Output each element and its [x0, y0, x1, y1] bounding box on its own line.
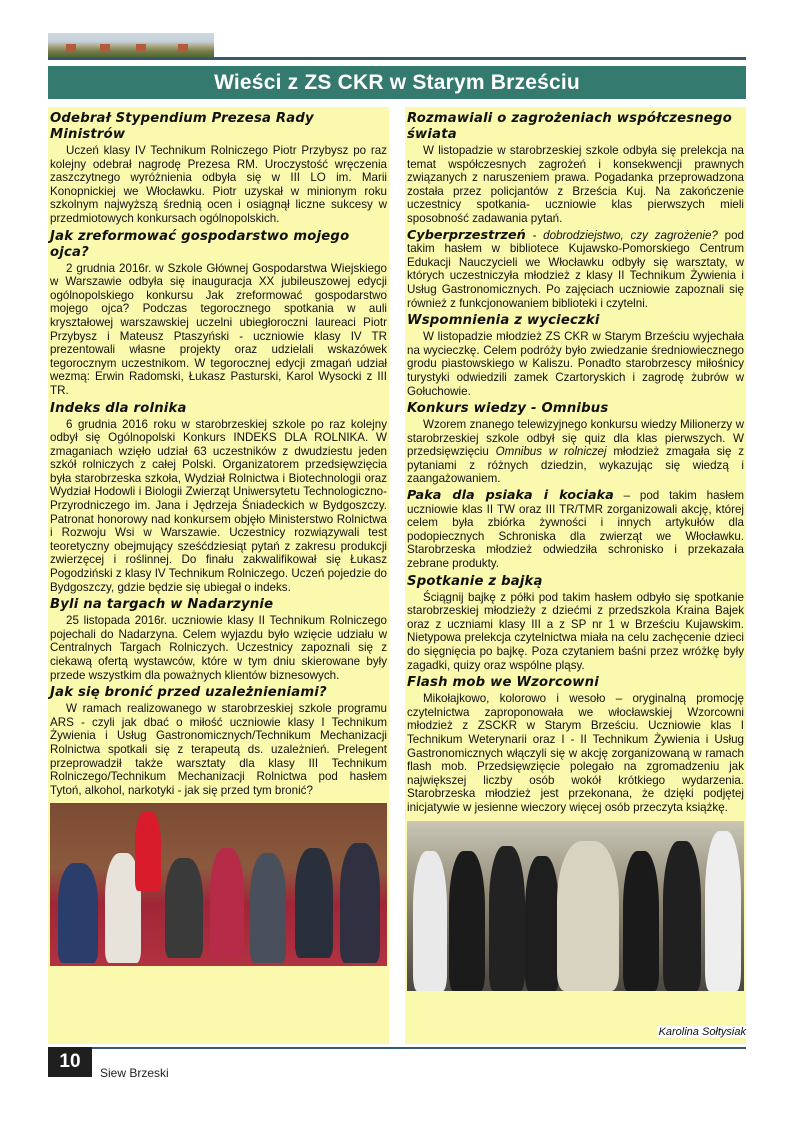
article-heading: Spotkanie z bajką [407, 573, 543, 589]
flashmob-photo [407, 821, 744, 991]
article-targi [50, 597, 387, 682]
section-banner [48, 66, 746, 99]
publication-name: Siew Brzeski [100, 1066, 169, 1080]
photo-caption: Karolina Sołtysiak [658, 1026, 746, 1038]
article-flashmob [407, 675, 744, 814]
article-heading: Wspomnienia z wycieczki [407, 313, 600, 329]
header-village-photo [48, 33, 214, 58]
article-omnibus [407, 401, 744, 486]
article-uzaleznienia [50, 685, 387, 797]
article-heading: Konkurs wiedzy - Omnibus [407, 401, 609, 417]
article-body: W listopadzie młodzież ZS CKR w Starym Brześciu wyjechała na wycieczkę. Celem podróży było zwiedzanie średniowiecznego grodu piastowskiego w Kaliszu. Ponadto starobrzescy miłośnicy turystyki odwiedzili zamek Czartoryskich i zagrodę żubrów w Gołuchowie. [407, 330, 744, 398]
article-heading: Rozmawiali o zagrożeniach współczesnego świata [407, 111, 732, 142]
article-heading: Cyberprzestrzeń [407, 227, 526, 243]
article-cyberprzestrzen [407, 229, 744, 311]
page-number: 10 [48, 1047, 92, 1077]
article-body: 25 listopada 2016r. uczniowie klasy II Technikum Rolniczego pojechali do Nadarzyna. Celem wyjazdu było wzięcie udziału w Centralnych Targach Rolniczych. Uczestnicy zapoznali się z ciekawą ofertą wystawców, które w tym dniu skierowane były przede wszystkim dla poważnych klientów biznesowych. [50, 614, 387, 682]
article-paka [407, 489, 744, 571]
article-gospodarstwo [50, 229, 387, 398]
article-wycieczka [407, 313, 744, 398]
article-body-end: młodzież zmagała się z pytaniami z różnych dziedzin, wykazując się wiedzą i zaangażowaniem. [407, 445, 745, 486]
article-body-emphasis: Omnibus w rolniczej [495, 445, 607, 459]
article-body: W ramach realizowanego w starobrzeskiej szkole programu ARS - czyli jak dbać o miłość uczniowie klasy I Technikum Żywienia i Usług Gastronomicznych/Technikum Mechanizacji Rolnictwa spotkali się z terapeutą ds. uzależnień. Prelegent przeprowadził także warsztaty dla klasy III Technikum Rolniczego/Technikum Mechanizacji Rolnictwa pod hasłem Tytoń, alkohol, narkotyki - jak się przed tym bronić? [50, 702, 387, 797]
article-stypendium [50, 111, 387, 226]
article-body: 6 grudnia 2016 roku w starobrzeskiej szkole po raz kolejny odbył się Ogólnopolski Konkurs INDEKS DLA ROLNIKA. W zmaganiach wzięło udział 63 uczestników z dwudziestu jeden szkół rolniczych z całej Polski. Organizatorem przedsięwzięcia była starobrzeska szkoła, Wydział Rolnictwa i Biotechnologii oraz Wydział Hodowli i Biologii Zwierząt Uniwersytetu Technologiczno-Przyrodniczego im. Jana i Jędrzeja Śniadeckich w Bydgoszczy. Patronat honorowy nad konkursem objęło Ministerstwo Rolnictwa i Rozwoju Wsi w Warszawie. Uczestnicy rozwiązywali test teoretyczny obejmujący sześćdziesiąt pytań z zakresu produkcji zwierzęcej i roślinnej. Do finału zakwalifikował się Łukasz Pogodziński z klasy IV Technikum Rolniczego. Uczeń pojedzie do Bydgoszczy, gdzie będzie się ubiegał o indeks. [50, 417, 387, 594]
article-heading: Byli na targach w Nadarzynie [50, 597, 274, 613]
page-title: Wieści z ZS CKR w Starym Brześciu [214, 70, 580, 94]
article-heading: Jak zreformować gospodarstwo mojego ojca? [50, 228, 350, 260]
right-column [405, 107, 746, 1044]
article-bajka [407, 574, 744, 673]
footer-rule [48, 1047, 746, 1049]
article-heading: Indeks dla rolnika [50, 400, 187, 416]
article-heading: Paka dla psiaka i kociaka [407, 488, 614, 504]
left-column [48, 107, 389, 1044]
header-rule [48, 57, 746, 60]
article-zagrozenia [407, 111, 744, 226]
article-lead: - dobrodziejstwo, czy zagrożenie? [525, 228, 718, 242]
article-body: W listopadzie w starobrzeskiej szkole odbyła się prelekcja na temat współczesnych zagrożeń i konsekwencji prawnych związanych z naruszeniem prawa. Pogadanka przeprowadzona została przez policjantów z Brześcia Kuj. Na zakończenie uczestnicy spotkania- uczniowie klas pierwszych mieli sposobność zadawania pytań. [407, 144, 744, 225]
article-body: Ściągnij bajkę z półki pod takim hasłem odbyło się spotkanie starobrzeskiej młodzieży z dziećmi z przedszkola Kraina Bajek oraz z uczniami klasy III a z SP nr 1 w Brześciu Kujawskim. Nietypowa prelekcja czytelnictwa miała na celu zachęcenie dzieci do sięgnięcia po bajkę. Poza czytaniem baśni przez wróżkę były zagadki, quizy oraz wspólne pląsy. [407, 590, 744, 672]
article-body: Uczeń klasy IV Technikum Rolniczego Piotr Przybysz po raz kolejny odebrał nagrodę Prezesa RM. Uroczystość wręczenia zaszczytnego wyróżnienia odbyła się w III LO im. Marii Konopnickiej we Włocławku. Piotr uzyskał w minionym roku szkolnym najwyższą średnią ocen i osiągnął liczne sukcesy w przedmiotowych konkursach ogólnopolskich. [50, 144, 387, 225]
article-body: – pod takim hasłem uczniowie klas II TW oraz III TR/TMR zorganizowali akcję, której celem była zbiórka żywności i innych artykułów dla podopiecznych Schroniska dla zwierząt we Włocławku. Starobrzeska młodzież odwiedziła schronisko i przekazała zebrane produkty. [407, 489, 744, 571]
article-body: Mikołajkowo, kolorowo i wesoło – oryginalną promocję czytelnictwa zaproponowała we włocławskiej Wzorcowni młodzież z ZSCKR w Starym Brześciu. Uczniowie klas I Technikum Weterynarii oraz I - II Technikum Żywienia i Usług Gastronomicznych włączyli się w akcję zorganizowaną w ramach flash mob. Przedsięwzięcie polegało na zgromadzeniu jak największej liczby osób wokół krótkiego wydarzenia. Starobrzeska młodzież jest przekonana, że dzięki podjętej inicjatywie w jesienne wieczory więcej osób przeczyta książkę. [407, 692, 744, 814]
article-body: 2 grudnia 2016r. w Szkole Głównej Gospodarstwa Wiejskiego w Warszawie odbyła się inauguracja XX jubileuszowej edycji ogólnopolskiego konkursu Jak zreformować gospodarstwo mojego ojca? Podczas tegorocznego spotkania w auli kryształowej warszawskiej uczelni ubiegłoroczni laureaci Piotr Przybysz i Mateusz Ptaszyński - uczniowie klasy IV TR prezentowali własne projekty oraz udzielali wskazówek tegorocznym uczestnikom. W tegorocznej edycji zmagań udział wezmą: Erwin Radomski, Łukasz Pasturski, Karol Wysocki z III TR. [50, 261, 387, 397]
article-body: Wzorem znanego telewizyjnego konkursu wiedzy Milionerzy w starobrzeskiej szkole odbył się quiz dla klas pierwszych. W przedsięwzięciu [407, 418, 744, 459]
article-indeks [50, 401, 387, 595]
article-heading: Jak się bronić przed uzależnieniami? [50, 685, 327, 701]
article-body: pod takim hasłem w bibliotece Kujawsko-Pomorskiego Centrum Edukacji Nauczycieli we Włocławku odbyły się warsztaty, w których uczestniczyła młodzież z klasy II Technikum Żywienia i Usług Gastronomicznych. Po zajęciach uczniowie zapoznali się również z funkcjonowaniem biblioteki i czytelni. [407, 228, 744, 310]
workshop-photo [50, 803, 387, 966]
article-heading: Odebrał Stypendium Prezesa Rady Ministrów [50, 111, 314, 142]
article-heading: Flash mob we Wzorcowni [407, 675, 599, 691]
